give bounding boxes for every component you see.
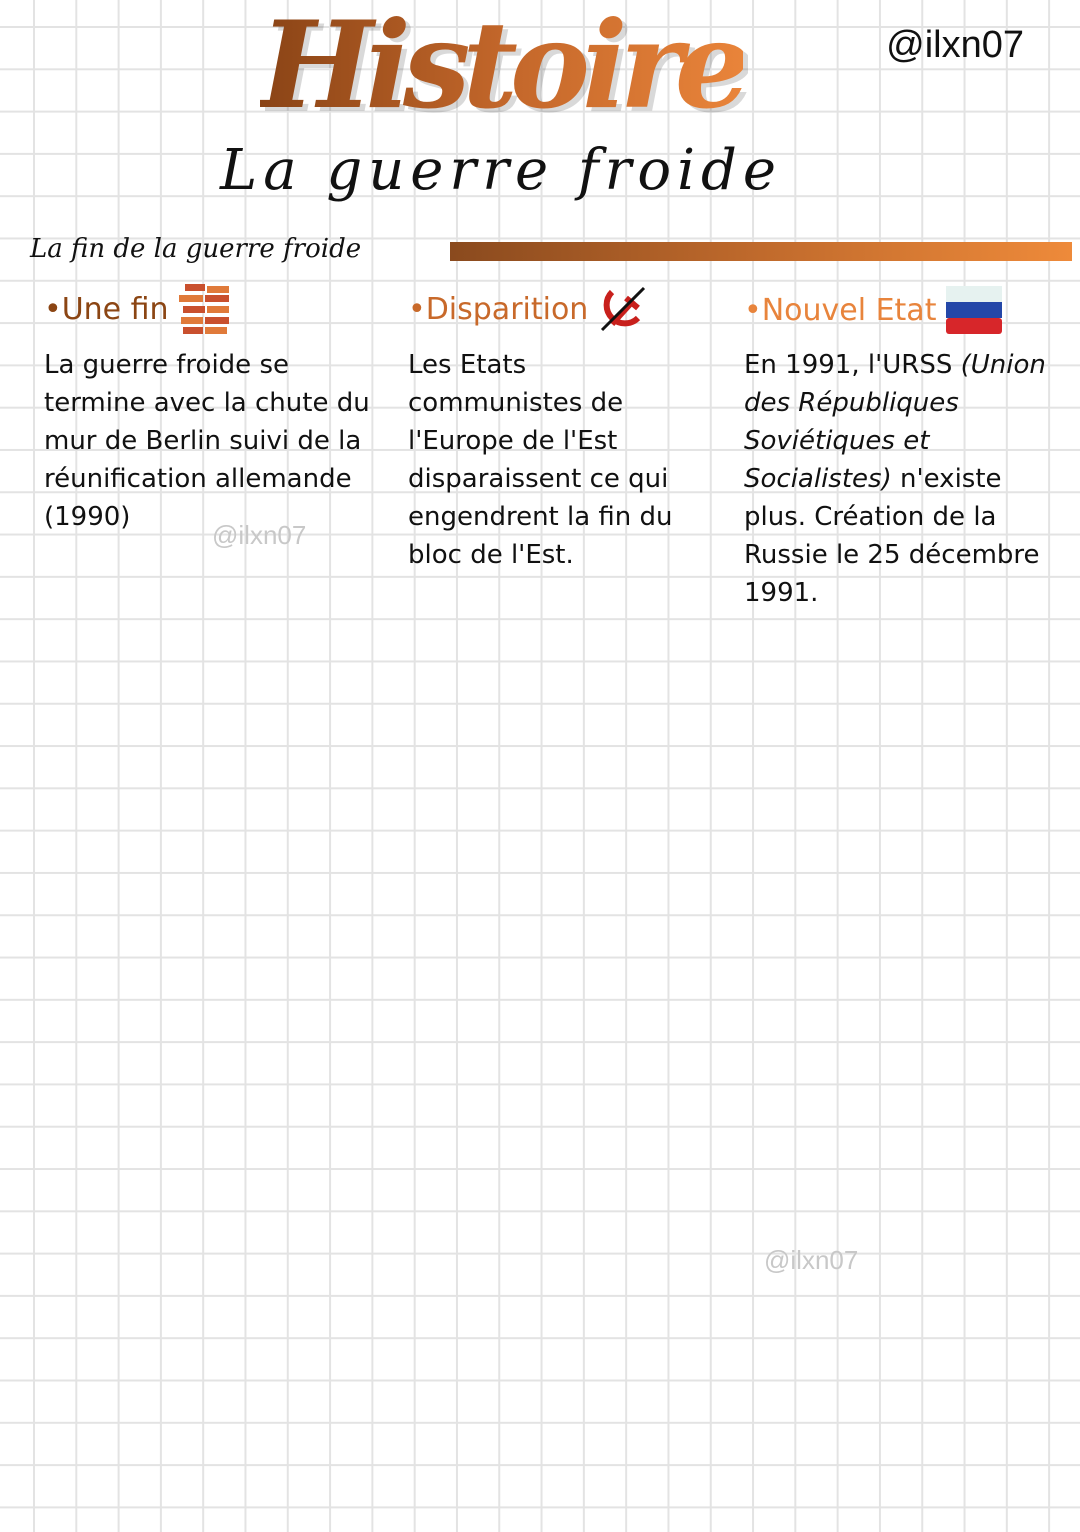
heading-label: •Une fin <box>44 291 169 327</box>
page-title: Histoire <box>260 0 744 136</box>
section-title: La fin de la guerre froide <box>30 234 362 264</box>
text-italic: (Union des Républiques Soviétiques et Socialistes) <box>744 350 1046 494</box>
page-subtitle: La guerre froide <box>220 138 783 203</box>
column-heading-nouvel-etat <box>744 284 1004 336</box>
crossed-hammer-sickle-icon <box>598 284 648 334</box>
russia-flag-icon <box>946 284 1004 336</box>
column-heading-une-fin <box>44 284 231 334</box>
watermark: @ilxn07 <box>764 1245 859 1275</box>
author-handle: @ilxn07 <box>886 24 1024 66</box>
section-divider-bar <box>450 242 1072 261</box>
text-part: n'existe plus. Création de la Russie le 25 décembre 1991. <box>744 464 1040 608</box>
heading-label: •Disparition <box>408 291 589 327</box>
column-text-une-fin: La guerre froide se termine avec la chute du mur de Berlin suivi de la réunification allemande (1990) <box>44 350 370 532</box>
brick-wall-icon <box>179 284 231 334</box>
column-heading-disparition <box>408 284 648 334</box>
watermark: @ilxn07 <box>212 520 307 550</box>
column-text-disparition: Les Etats communistes de l'Europe de l'Est disparaissent ce qui engendrent la fin du bloc de l'Est. <box>408 350 673 570</box>
column-text-nouvel-etat <box>744 346 1054 612</box>
text-part: En 1991, l'URSS <box>744 350 961 380</box>
heading-label: •Nouvel Etat <box>744 292 937 328</box>
